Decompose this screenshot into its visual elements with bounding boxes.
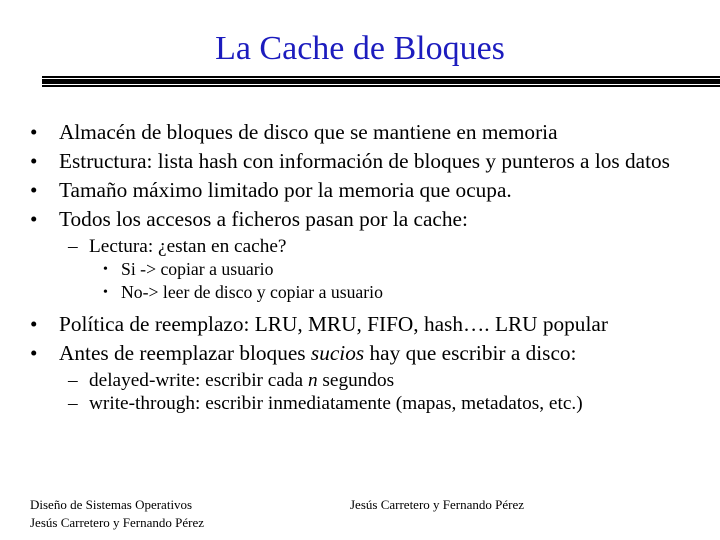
- sub-bullet-item: [30, 369, 700, 392]
- bullet-item: [30, 147, 700, 176]
- sub-bullet-text: write-through: escribir inmediatamente (mapas, metadatos, etc.): [89, 393, 583, 414]
- bullet-list: [30, 118, 700, 415]
- bullet-text: Estructura: lista hash con información de bloques y punteros a los datos: [59, 149, 670, 173]
- bullet-marker: •: [30, 120, 38, 144]
- bullet-marker: •: [103, 262, 108, 277]
- sub-bullet-item: [30, 235, 700, 258]
- sub-sub-bullet-item: [30, 281, 700, 304]
- bullet-item: [30, 176, 700, 205]
- bullet-marker: •: [30, 207, 38, 231]
- sub-sub-bullet-item: [30, 258, 700, 281]
- bullet-item: [30, 205, 700, 234]
- bullet-text: Almacén de bloques de disco que se mantiene en memoria: [59, 120, 558, 144]
- sub-sub-bullet-text: Si -> copiar a usuario: [121, 259, 274, 279]
- sub-bullet-item: [30, 392, 700, 415]
- bullet-marker: •: [30, 312, 38, 336]
- sub-sub-bullet-text: No-> leer de disco y copiar a usuario: [121, 282, 383, 302]
- bullet-text: Política de reemplazo: LRU, MRU, FIFO, hash…. LRU popular: [59, 312, 608, 336]
- bullet-item: [30, 310, 700, 339]
- footer-authors: Jesús Carretero y Fernando Pérez: [30, 515, 204, 530]
- bullet-marker: •: [103, 285, 108, 300]
- bullet-marker: •: [30, 341, 38, 365]
- sub-bullet-text: Lectura: ¿estan en cache?: [89, 236, 287, 257]
- title-rule-top: [42, 76, 720, 78]
- footer-course: Diseño de Sistemas Operativos: [30, 497, 193, 512]
- title-rule-bottom: [42, 85, 720, 87]
- title-rule-middle: [42, 79, 720, 84]
- emphasis-n: n: [307, 370, 318, 391]
- bullet-text: Tamaño máximo limitado por la memoria que ocupa.: [59, 178, 512, 202]
- emphasis-sucios: sucios: [310, 341, 365, 365]
- sub-bullet-text: delayed-write: escribir cada n segundos: [89, 370, 395, 391]
- bullet-text: Todos los accesos a ficheros pasan por la cache:: [59, 207, 468, 231]
- bullet-marker: •: [30, 149, 38, 173]
- footer-left: [30, 496, 204, 532]
- bullet-marker: •: [30, 178, 38, 202]
- footer-center-authors: Jesús Carretero y Fernando Pérez: [350, 497, 524, 512]
- slide-title: La Cache de Bloques: [215, 30, 505, 67]
- bullet-item: [30, 339, 700, 368]
- dash-marker: –: [68, 393, 78, 414]
- bullet-item: [30, 118, 700, 147]
- dash-marker: –: [68, 370, 78, 391]
- bullet-text: Antes de reemplazar bloques sucios hay que escribir a disco:: [59, 341, 577, 365]
- dash-marker: –: [68, 236, 78, 257]
